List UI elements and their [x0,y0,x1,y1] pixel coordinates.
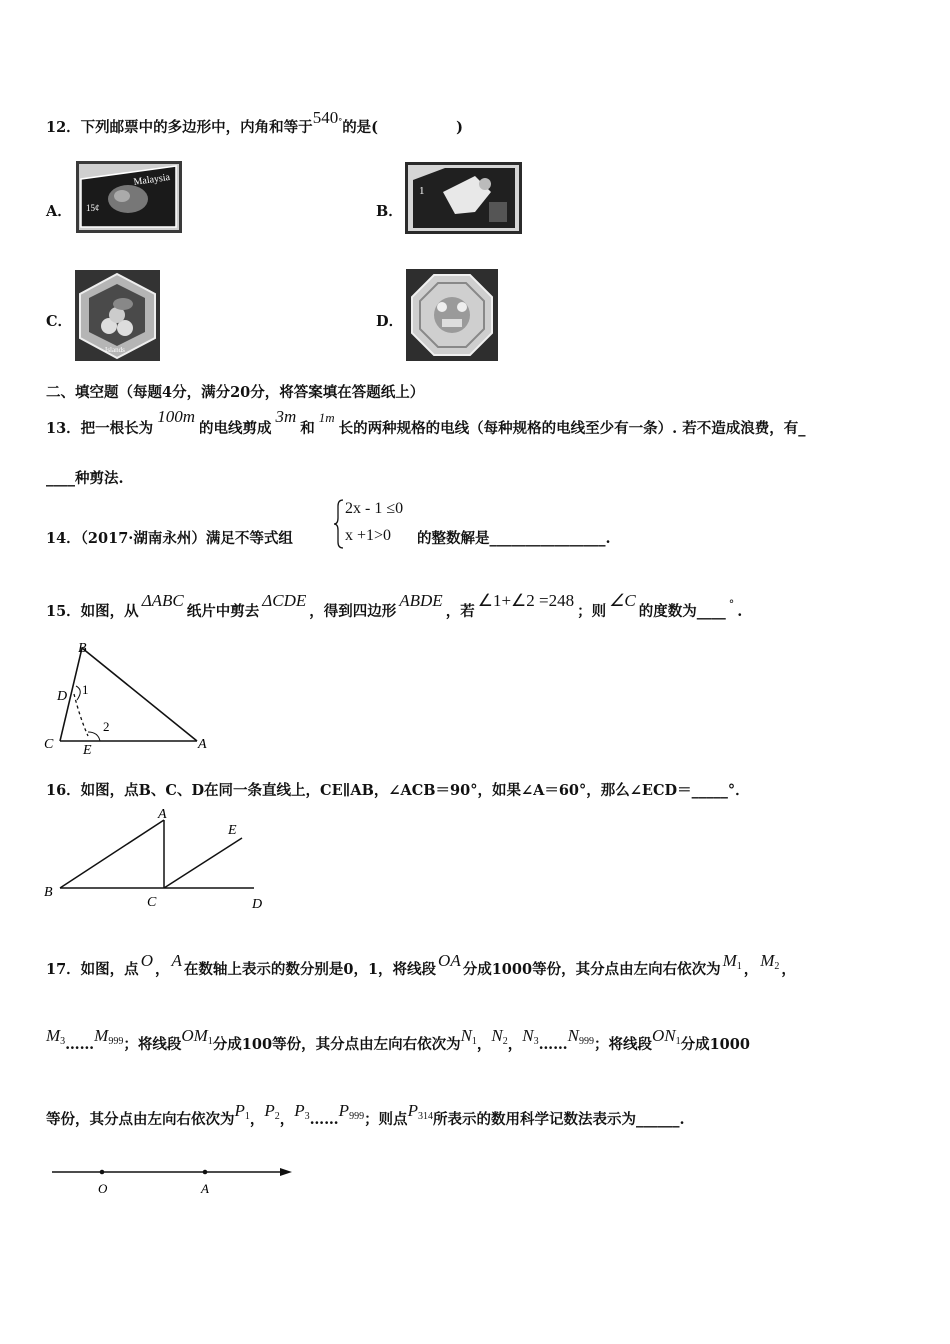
stamp-b-image[interactable] [405,162,522,234]
q16-label-d: D [252,897,263,912]
q16-stem: 16．如图，点B、C、D在同一条直线上，CE∥AB，∠ACB＝90°，如果∠A＝60°，那么∠ECD＝_____°． [46,782,750,799]
stamp-a-country-text: Malaysia [132,171,171,188]
option-c-label: C． [46,313,73,330]
section-2-heading: 二、填空题（每题4分，满分20分，将答案填在答题纸上） [46,384,425,401]
q15-label-e: E [83,743,92,756]
q16-label-c: C [147,895,157,910]
q15-angle-c: ∠C [609,591,636,610]
q12-stem: 12．下列邮票中的多边形中，内角和等于540°的是( ) [46,108,463,136]
q17-number-line [46,1160,296,1200]
q15-cut-line-de [74,694,88,736]
q15-angle1-arc [76,686,80,700]
q14-suffix: 的整数解是________________. [417,530,611,547]
q16-segment-ba [60,820,164,888]
q16-label-b: B [44,885,53,900]
q13-length: 100m [157,407,195,426]
q16-figure [40,806,280,916]
q14-inequality-2: x +1>0 [345,527,392,544]
arrow-right-icon [280,1168,292,1176]
stamp-c-islands-text: Islands [105,346,125,354]
q16-label-e: E [228,823,237,838]
q13-spec1: 3m [275,407,297,426]
q15-label-c: C [44,737,54,752]
q15-triangle-abc: ΔABC [141,591,184,610]
number-line-point-a [203,1170,208,1175]
q17-segment-oa: OA [438,951,461,970]
stamp-a-value-text: 15¢ [86,203,100,213]
q15-label-angle2: 2 [103,719,110,734]
q12-angle-sum: 540 [312,108,339,127]
q15-label-d: D [57,689,68,704]
q15-angle-sum: ∠1+∠2 =248 [477,591,575,610]
q17-line3: 等份，其分点由左向右依次为$P_1$，$P_2$，$P_3\dots\dots P_{999}$；则点$P_{314}$所表示的数用科学记数法表示为______. [46,1101,685,1128]
option-a-label: A． [46,203,72,220]
q17-line1: 17．如图，点 O ， A 在数轴上表示的数分别是0，1，将线段 OA 分成1000等份，其分点由左向右依次为 $M_1$ ， $M_2$ ， [46,951,796,978]
option-d-label: D． [376,313,404,330]
number-line-label-o: O [98,1181,108,1196]
q15-figure [40,636,220,756]
q13-line1: 13．把一根长为100m的电线剪成3m和1m长的两种规格的电线（每种规格的电线至少有一条）. 若不造成浪费，有_ [46,407,806,437]
option-b-label: B． [376,203,403,220]
q14-prefix: 14．（2017·湖南永州）满足不等式组 [46,530,293,547]
stamp-b-value-text: 1 [419,185,425,197]
q14-inequality-1: 2x - 1 ≤0 [345,500,404,517]
q13-spec2: 1m [318,410,335,425]
q15-label-angle1: 1 [82,682,89,697]
q16-segment-ce [164,838,242,888]
number-line-label-a: A [201,1181,209,1196]
q13-line2: ____种剪法. [46,470,124,487]
number-line-point-o [100,1170,105,1175]
q15-label-a: A [198,737,207,752]
q15-quadrilateral: ABDE [399,591,443,610]
q15-triangle-cde: ΔCDE [262,591,307,610]
stamp-d-image[interactable] [406,269,498,361]
q15-angle2-arc [88,732,100,741]
q17-point-a: A [171,951,182,970]
q16-label-a: A [158,807,167,822]
q17-line2: $M_3\dots\dots M_{999}$；将线段$OM_1$分成100等份，其分点由左向右依次为$N_1$，$N_2$，$N_3\dots\dots N_{999}$；将线段$ON_1$分成1000 [46,1026,750,1053]
q17-point-o: O [140,951,153,970]
left-brace-icon [333,498,345,550]
q15-stem: 15．如图，从ΔABC纸片中剪去ΔCDE，得到四边形ABDE，若∠1+∠2 =248；则∠C的度数为____ ° . [46,591,743,620]
stamp-a-image[interactable] [76,161,182,233]
q14-inequality-system [333,498,413,550]
q15-side-ba [82,648,197,741]
stamp-c-image[interactable] [75,270,160,361]
q15-label-b: B [78,641,87,656]
